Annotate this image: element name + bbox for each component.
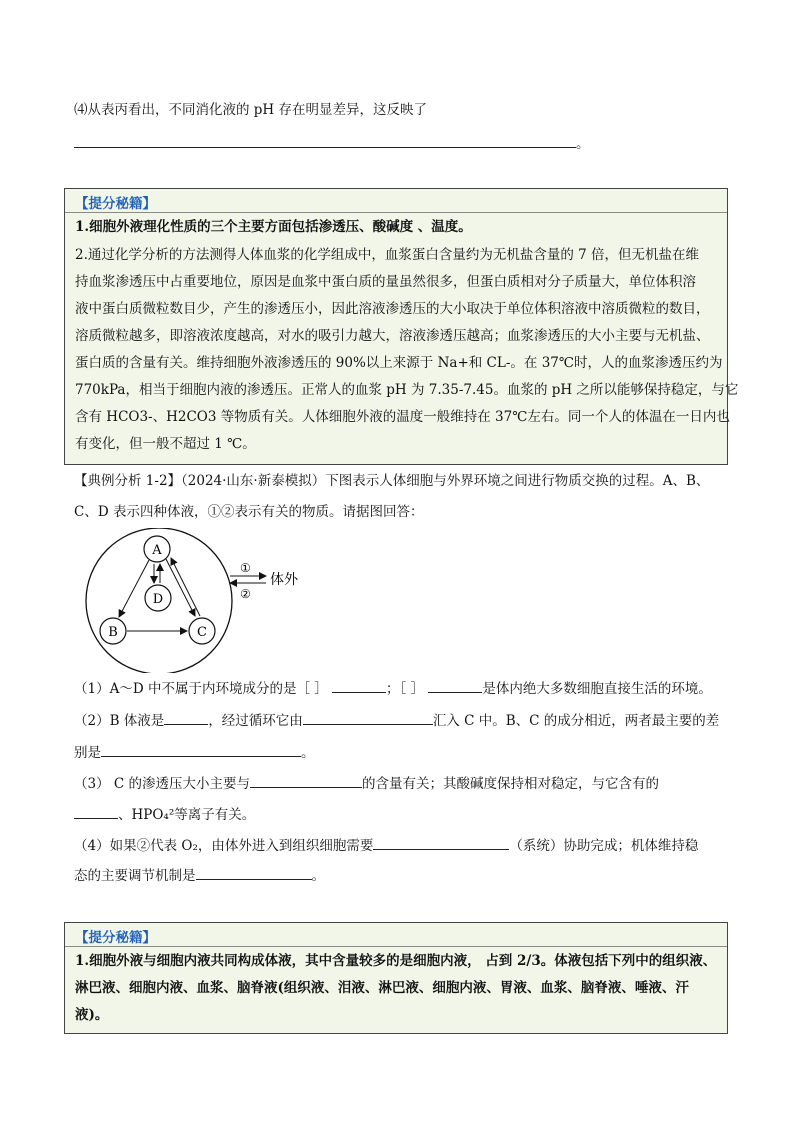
body-fluid-diagram xyxy=(80,528,320,673)
tip-box-heading: 【提分秘籍】 xyxy=(75,930,156,946)
tip-box-heading: 【提分秘籍】 xyxy=(75,196,156,212)
node-b-label: B xyxy=(108,625,118,640)
q1-blank-2[interactable] xyxy=(428,678,482,693)
node-d-label: D xyxy=(152,592,164,607)
answer-blank[interactable] xyxy=(74,133,576,148)
question-2-cont xyxy=(74,742,315,763)
tip-line: 含有 HCO3-、H2CO3 等物质有关。人体细胞外液的温度一般维持在 37℃左右。同一个人的体温在一日内也 xyxy=(75,409,730,425)
node-c-label: C xyxy=(197,625,207,640)
divider xyxy=(65,212,727,213)
prev-question-4-answer-line xyxy=(74,133,590,154)
q1-blank-1[interactable] xyxy=(332,678,386,693)
tip-line: 溶质微粒越多，即溶液浓度越高，对水的吸引力越大，溶液渗透压越高；血浆渗透压的大小主要与无机盐、 xyxy=(75,328,710,344)
q4-text-c: 态的主要调节机制是 xyxy=(74,868,196,884)
q3-text-b: 的含量有关；其酸碱度保持相对稳定，与它含有的 xyxy=(362,776,660,792)
question-3 xyxy=(74,773,659,794)
q2-text-b: ，经过循环它由 xyxy=(208,713,303,729)
tip-line: 770kPa，相当于细胞内液的渗透压。正常人的血浆 pH 为 7.35-7.45。血浆的 pH 之所以能够保持稳定，与它 xyxy=(75,382,739,398)
q1-text-b: ；［ ］ xyxy=(386,681,425,697)
tip-line: 淋巴液、细胞内液、血浆、脑脊液(组织液、泪液、淋巴液、细胞内液、胃液、血浆、脑脊液、唾液、汗 xyxy=(75,980,689,996)
q2-blank-2[interactable] xyxy=(303,710,433,725)
arrow-c-to-a xyxy=(171,558,200,616)
q2-text-e: 。 xyxy=(301,745,315,761)
q1-text-a: （1）A～D 中不属于内环境成分的是［ ］ xyxy=(74,681,328,697)
q4-text-d: 。 xyxy=(311,868,325,884)
tip-box-2 xyxy=(64,922,728,1034)
node-a-label: A xyxy=(152,543,162,558)
tip-line: 2.通过化学分析的方法测得人体血浆的化学组成中，血浆蛋白含量约为无机盐含量的 7 倍，但无机盐在维 xyxy=(75,247,700,263)
tip-box-1 xyxy=(64,188,739,465)
tip-line: 1.细胞外液与细胞内液共同构成体液，其中含量较多的是细胞内液， 占到 2/3。体液包括下列中的组织液、 xyxy=(75,953,717,969)
q3-text-c: 、HPO₄²等离子有关。 xyxy=(118,807,256,823)
tip-line: 持血浆渗透压中占重要地位，原因是血浆中蛋白质的量虽然很多，但蛋白质相对分子质量大，单位体积溶 xyxy=(75,274,696,290)
q2-text-d: 别是 xyxy=(74,745,101,761)
divider xyxy=(65,946,727,947)
prev-question-4-text: ⑷从表丙看出，不同消化液的 pH 存在明显差异，这反映了 xyxy=(74,102,427,118)
arrow-a-to-b xyxy=(119,560,149,617)
tip-line: 液中蛋白质微粒数目少，产生的渗透压小，因此溶液渗透压的大小取决于单位体积溶液中溶质微粒的数目， xyxy=(75,301,710,317)
q2-blank-1[interactable] xyxy=(164,710,208,725)
q4-blank-2[interactable] xyxy=(196,865,312,880)
period: 。 xyxy=(576,136,590,152)
prev-question-4 xyxy=(74,100,427,120)
example-heading-line: 【典例分析 1-2】（2024·山东·新泰模拟）下图表示人体细胞与外界环境之间进行物质交换的过程。A、B、 xyxy=(74,473,710,489)
tip-line: 1.细胞外液理化性质的三个主要方面包括渗透压、酸碱度 、温度。 xyxy=(75,219,472,235)
q2-text-c: 汇入 C 中。B、C 的成分相近，两者最主要的差 xyxy=(432,713,720,729)
question-1 xyxy=(74,678,712,699)
question-2 xyxy=(74,710,719,731)
q1-text-c: 是体内绝大多数细胞直接生活的环境。 xyxy=(482,681,712,697)
q3-blank-2[interactable] xyxy=(74,804,118,819)
tip-line: 有变化，但一般不超过 1 ℃。 xyxy=(75,436,256,452)
q3-text-a: （3） C 的渗透压大小主要与 xyxy=(74,776,251,792)
q4-text-a: （4）如果②代表 O₂，由体外进入到组织细胞需要 xyxy=(74,838,374,854)
arrow-a-to-c xyxy=(166,559,195,616)
q3-blank-1[interactable] xyxy=(250,773,362,788)
question-4-cont xyxy=(74,865,325,886)
example-line-2: C、D 表示四种体液，①②表示有关的物质。请据图回答： xyxy=(74,504,424,520)
outside-label: 体外 xyxy=(270,572,298,588)
question-4 xyxy=(74,835,698,856)
mark-2: ② xyxy=(240,587,251,601)
mark-1: ① xyxy=(240,561,251,575)
q4-blank-1[interactable] xyxy=(373,835,509,850)
question-3-cont xyxy=(74,804,255,825)
tip-line: 液)。 xyxy=(75,1007,109,1023)
tip-line: 蛋白质的含量有关。维持细胞外液渗透压的 90%以上来源于 Na+和 CL-。在 37℃时，人的血浆渗透压约为 xyxy=(75,355,723,371)
q2-blank-3[interactable] xyxy=(101,742,301,757)
q4-text-b: （系统）协助完成；机体维持稳 xyxy=(509,838,699,854)
q2-text-a: （2）B 体液是 xyxy=(74,713,165,729)
